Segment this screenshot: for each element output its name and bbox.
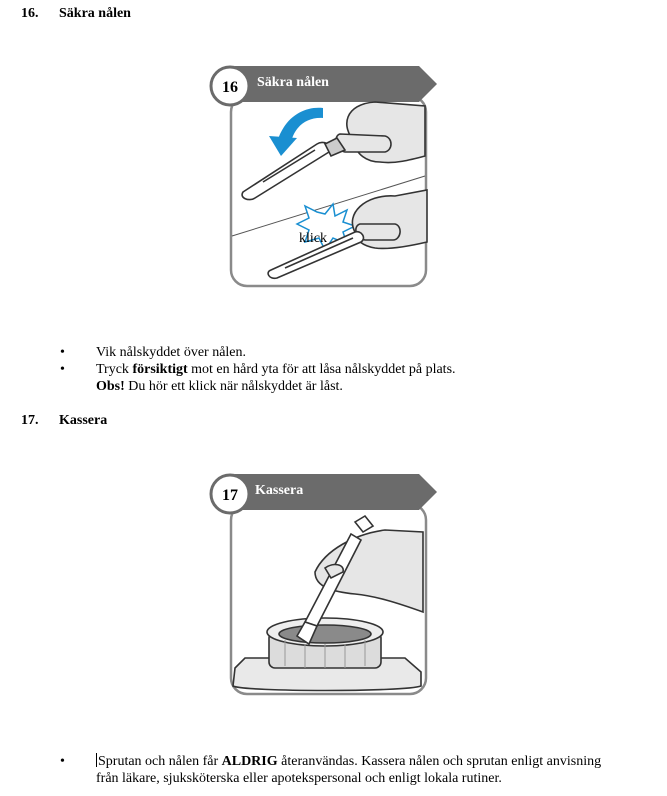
section-16-title: Säkra nålen <box>59 6 131 21</box>
section-16-bullet-list <box>60 344 640 395</box>
click-sound-label: klick <box>299 231 327 246</box>
bullet-text: Vik nålskyddet över nålen. <box>96 345 247 360</box>
emphasis-text: ALDRIG <box>221 754 278 769</box>
figure-17-banner-text: Kassera <box>255 483 304 498</box>
list-item-continuation: från läkare, sjuksköterska eller apotekspersonal och enligt lokala rutiner. <box>96 771 502 786</box>
figure-17-illustration <box>205 472 440 702</box>
list-item: • Tryck försiktigt mot en hård yta för att låsa nålskyddet på plats. <box>60 362 456 377</box>
figure-16-badge-number: 16 <box>222 79 238 96</box>
note-label: Obs! <box>96 379 125 394</box>
text-cursor <box>96 753 97 767</box>
figure-17-badge-number: 17 <box>222 487 238 504</box>
note-line: Obs! Du hör ett klick när nålskyddet är låst. <box>96 379 343 394</box>
emphasis-text: försiktigt <box>132 362 188 377</box>
list-item: • Vik nålskyddet över nålen. <box>60 345 247 360</box>
figure-16-banner-text: Säkra nålen <box>257 75 329 90</box>
section-17-title: Kassera <box>59 413 108 428</box>
section-16-number: 16. <box>21 6 39 21</box>
section-17-number: 17. <box>21 413 39 428</box>
section-17-bullet-list <box>60 753 640 787</box>
figure-16-illustration <box>205 64 440 294</box>
list-item: • Sprutan och nålen får ALDRIG återanvändas. Kassera nålen och sprutan enligt anvisning <box>60 754 602 769</box>
